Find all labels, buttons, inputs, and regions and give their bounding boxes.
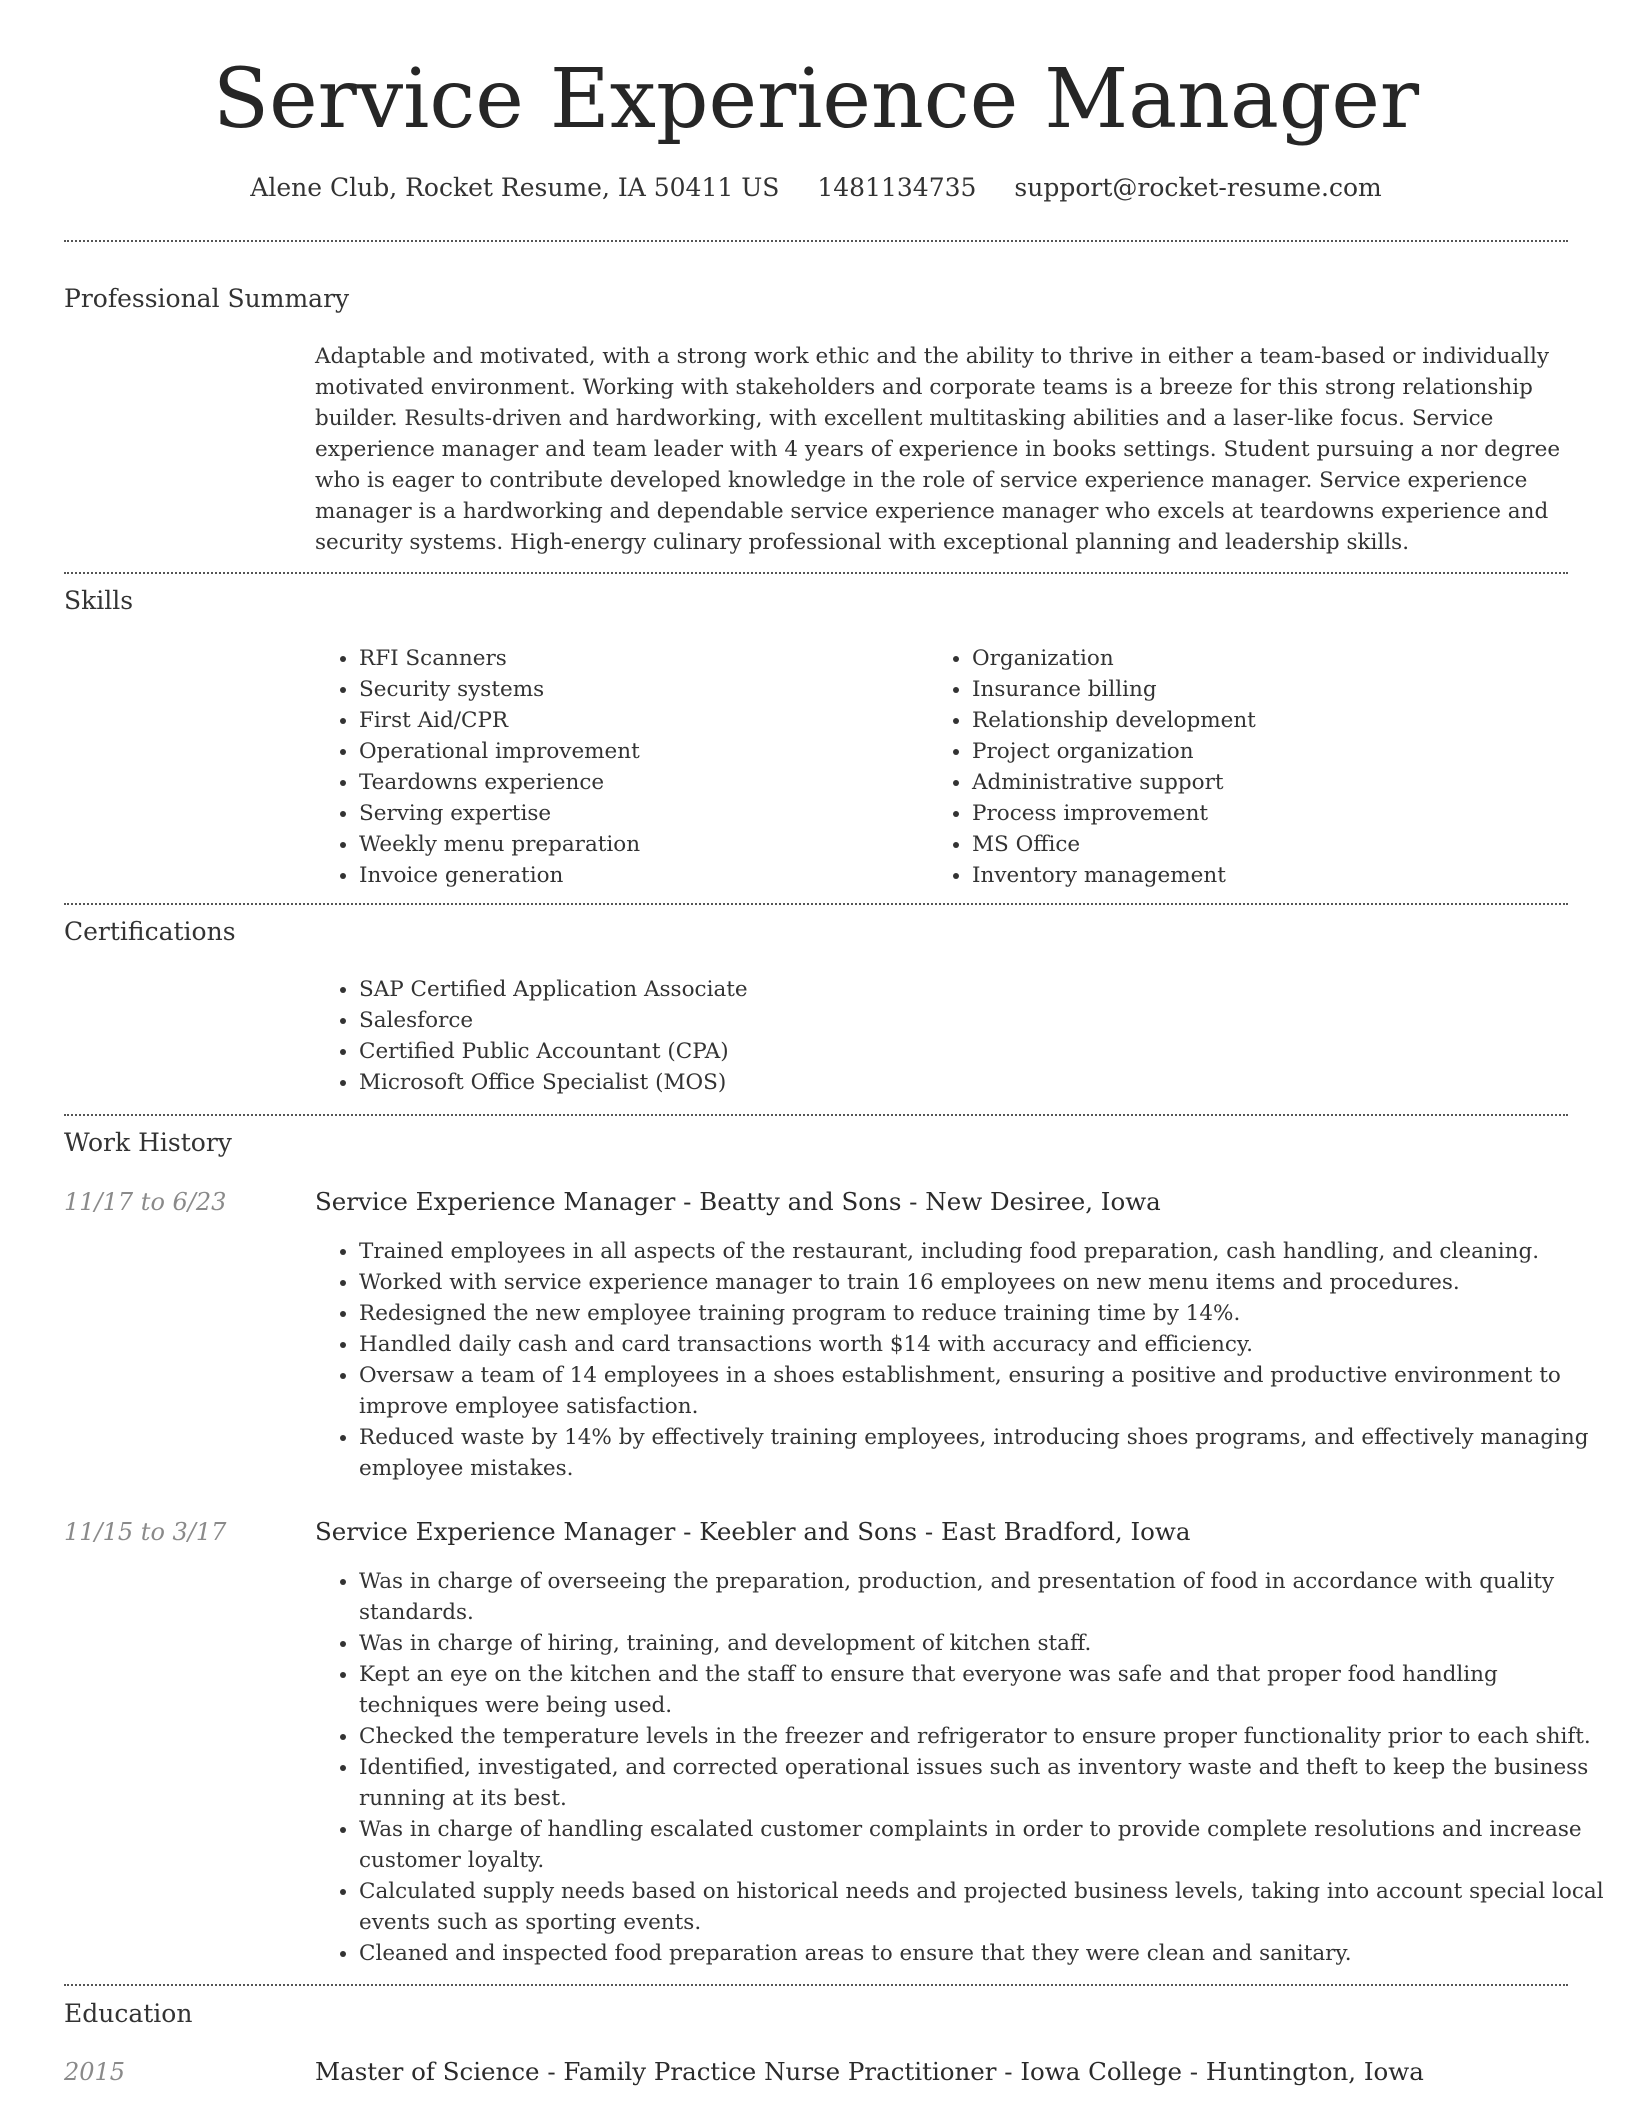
section-divider <box>64 1984 1568 1986</box>
skill-item: • Inventory management <box>972 860 1592 891</box>
job-bullet: • Oversaw a team of 14 employees in a shoes establishment, ensuring a positive and productive environment to improve employee satisfaction. <box>359 1360 1612 1422</box>
job-bullet: • Was in charge of overseeing the preparation, production, and presentation of food in accordance with quality standards. <box>359 1566 1612 1628</box>
job-bullet: • Calculated supply needs based on historical needs and projected business levels, taking into account special local events such as sporting events. <box>359 1876 1612 1938</box>
summary-text: Adaptable and motivated, with a strong work ethic and the ability to thrive in either a team-based or individually motivated environment. Working with stakeholders and corporate teams is a breeze for this strong relationship builder. Results-driven and hardworking, with excellent multitasking abilities and a laser-like focus. Service experience manager and team leader with 4 years of experience in books settings. Student pursuing a nor degree who is eager to contribute developed knowledge in the role of service experience manager. Service experience manager is a hardworking and dependable service experience manager who excels at teardowns experience and security systems. High-energy culinary professional with exceptional planning and leadership skills. <box>315 344 1561 555</box>
skills-heading: Skills <box>64 586 134 615</box>
job-bullets <box>315 1566 1612 1969</box>
job-bullet: • Reduced waste by 14% by effectively training employees, introducing shoes programs, and effectively managing employee mistakes. <box>359 1422 1612 1484</box>
skill-item: • Invoice generation <box>359 860 919 891</box>
section-divider <box>64 240 1568 242</box>
skill-item: • Operational improvement <box>359 736 919 767</box>
education-year: 2015 <box>64 2058 126 2086</box>
job-bullet: • Redesigned the new employee training program to reduce training time by 14%. <box>359 1298 1612 1329</box>
job-title: Service Experience Manager - Beatty and Sons - New Desiree, Iowa <box>315 1187 1161 1216</box>
resume-name: Service Experience Manager <box>212 52 1420 147</box>
job-bullet: • Kept an eye on the kitchen and the staff to ensure that everyone was safe and that proper food handling techniques were being used. <box>359 1659 1612 1721</box>
contact-email: support@rocket-resume.com <box>1014 173 1382 202</box>
section-divider <box>64 903 1568 905</box>
job-bullet: • Cleaned and inspected food preparation areas to ensure that they were clean and sanitary. <box>359 1938 1612 1969</box>
certification-item: • Salesforce <box>359 1005 1559 1036</box>
skill-item: • Organization <box>972 643 1592 674</box>
skill-item: • Serving expertise <box>359 798 919 829</box>
skill-item: • Process improvement <box>972 798 1592 829</box>
skills-list-right <box>928 643 1592 891</box>
job-dates: 11/17 to 6/23 <box>64 1188 227 1216</box>
skill-item: • Teardowns experience <box>359 767 919 798</box>
certification-item: • Certified Public Accountant (CPA) <box>359 1036 1559 1067</box>
contact-line <box>0 171 1632 205</box>
certification-item: • Microsoft Office Specialist (MOS) <box>359 1067 1559 1098</box>
section-divider <box>64 572 1568 574</box>
skill-item: • First Aid/CPR <box>359 705 919 736</box>
certifications-heading: Certifications <box>64 917 236 946</box>
job-bullet: • Trained employees in all aspects of the restaurant, including food preparation, cash handling, and cleaning. <box>359 1236 1612 1267</box>
job-bullets <box>315 1236 1612 1484</box>
section-divider <box>64 1114 1568 1116</box>
job-dates: 11/15 to 3/17 <box>64 1518 227 1546</box>
skill-item: • RFI Scanners <box>359 643 919 674</box>
skill-item: • Weekly menu preparation <box>359 829 919 860</box>
education-degree: Master of Science - Family Practice Nurse Practitioner - Iowa College - Huntington, Iowa <box>315 2057 1424 2086</box>
job-bullet: • Checked the temperature levels in the freezer and refrigerator to ensure proper functionality prior to each shift. <box>359 1721 1612 1752</box>
skill-item: • Insurance billing <box>972 674 1592 705</box>
skill-item: • Relationship development <box>972 705 1592 736</box>
job-bullet: • Was in charge of hiring, training, and development of kitchen staff. <box>359 1628 1612 1659</box>
job-bullet: • Identified, investigated, and corrected operational issues such as inventory waste and theft to keep the business running at its best. <box>359 1752 1612 1814</box>
skill-item: • MS Office <box>972 829 1592 860</box>
skills-list-left <box>315 643 919 891</box>
job-title: Service Experience Manager - Keebler and Sons - East Bradford, Iowa <box>315 1517 1191 1546</box>
job-bullet: • Handled daily cash and card transactions worth $14 with accuracy and efficiency. <box>359 1329 1612 1360</box>
job-bullet: • Worked with service experience manager to train 16 employees on new menu items and procedures. <box>359 1267 1612 1298</box>
contact-address: Alene Club, Rocket Resume, IA 50411 US <box>250 173 780 202</box>
contact-phone: 1481134735 <box>817 173 977 202</box>
job-bullet: • Was in charge of handling escalated customer complaints in order to provide complete resolutions and increase customer loyalty. <box>359 1814 1612 1876</box>
education-heading: Education <box>64 1999 193 2028</box>
work-history-heading: Work History <box>64 1128 232 1157</box>
skill-item: • Project organization <box>972 736 1592 767</box>
certification-item: • SAP Certified Application Associate <box>359 974 1559 1005</box>
skill-item: • Administrative support <box>972 767 1592 798</box>
certifications-list <box>315 974 1559 1098</box>
summary-heading: Professional Summary <box>64 284 350 313</box>
skill-item: • Security systems <box>359 674 919 705</box>
